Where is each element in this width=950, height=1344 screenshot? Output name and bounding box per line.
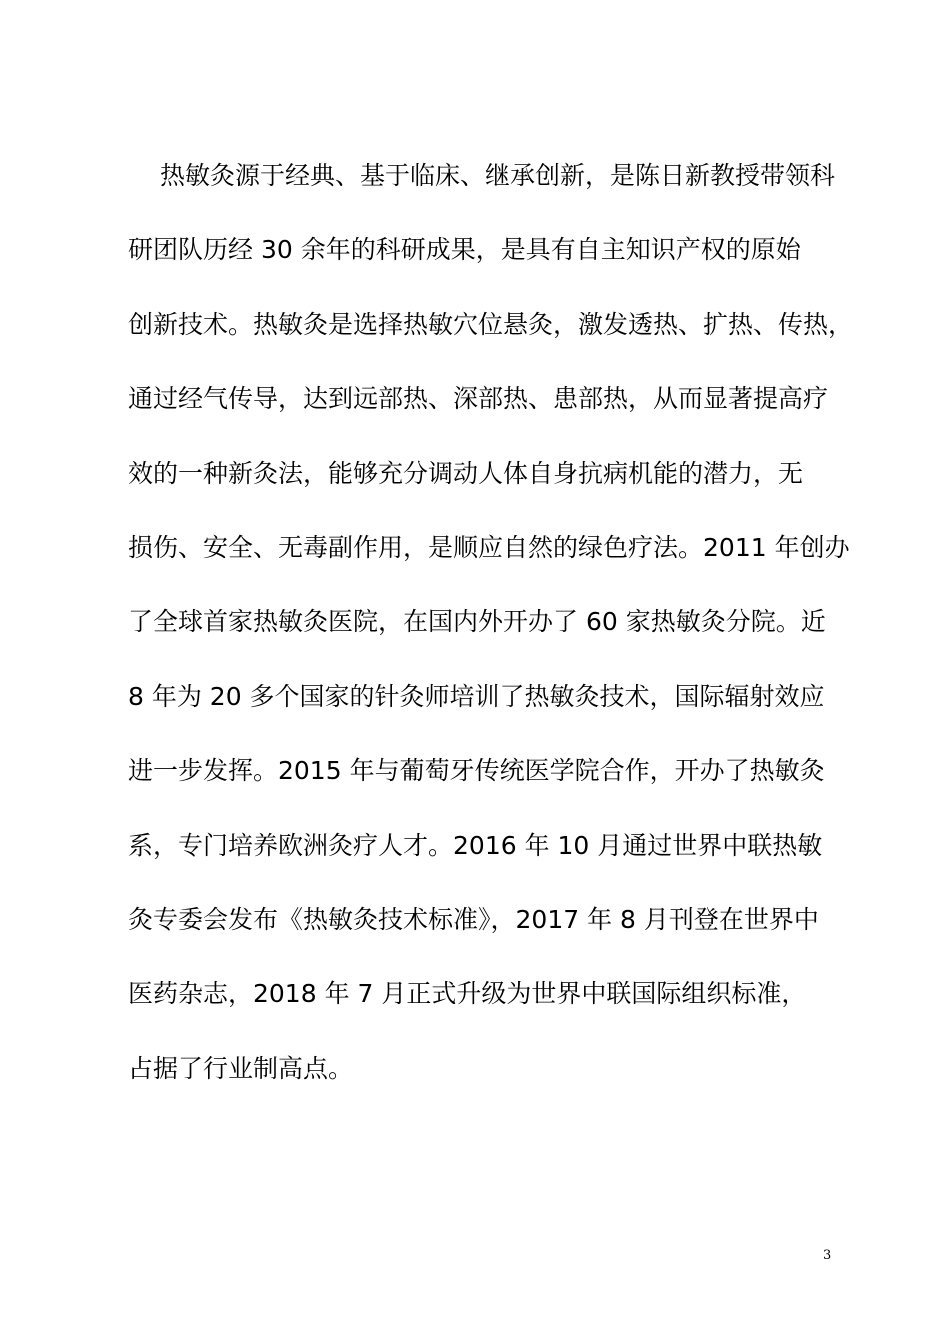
paragraph-line: 系，专门培养欧洲灸疗人才。2016 年 10 月通过世界中联热敏 [128,830,823,860]
paragraph-line: 占据了行业制高点。 [128,1053,354,1083]
paragraph-line: 进一步发挥。2015 年与葡萄牙传统医学院合作，开办了热敏灸 [128,756,825,786]
paragraph-line: 研团队历经 30 余年的科研成果，是具有自主知识产权的原始 [128,235,801,265]
body-paragraph [128,156,854,1123]
paragraph-line: 效的一种新灸法，能够充分调动人体自身抗病机能的潜力，无 [128,458,804,488]
paragraph-line: 8 年为 20 多个国家的针灸师培训了热敏灸技术，国际辐射效应 [128,681,825,711]
paragraph-line: 医药杂志，2018 年 7 月正式升级为世界中联国际组织标准， [128,979,807,1009]
paragraph-line: 灸专委会发布《热敏灸技术标准》，2017 年 8 月刊登在世界中 [128,904,819,934]
paragraph-line: 热敏灸源于经典、基于临床、继承创新，是陈日新教授带领科 [160,161,836,190]
paragraph-line: 通过经气传导，达到远部热、深部热、患部热，从而显著提高疗 [128,384,829,414]
paragraph-line: 损伤、安全、无毒副作用，是顺应自然的绿色疗法。2011 年创办 [128,532,850,562]
page-number: 3 [823,1248,832,1263]
paragraph-line: 创新技术。热敏灸是选择热敏穴位悬灸，激发透热、扩热、传热， [128,309,854,339]
paragraph-line: 了全球首家热敏灸医院，在国内外开办了 60 家热敏灸分院。近 [128,607,826,637]
